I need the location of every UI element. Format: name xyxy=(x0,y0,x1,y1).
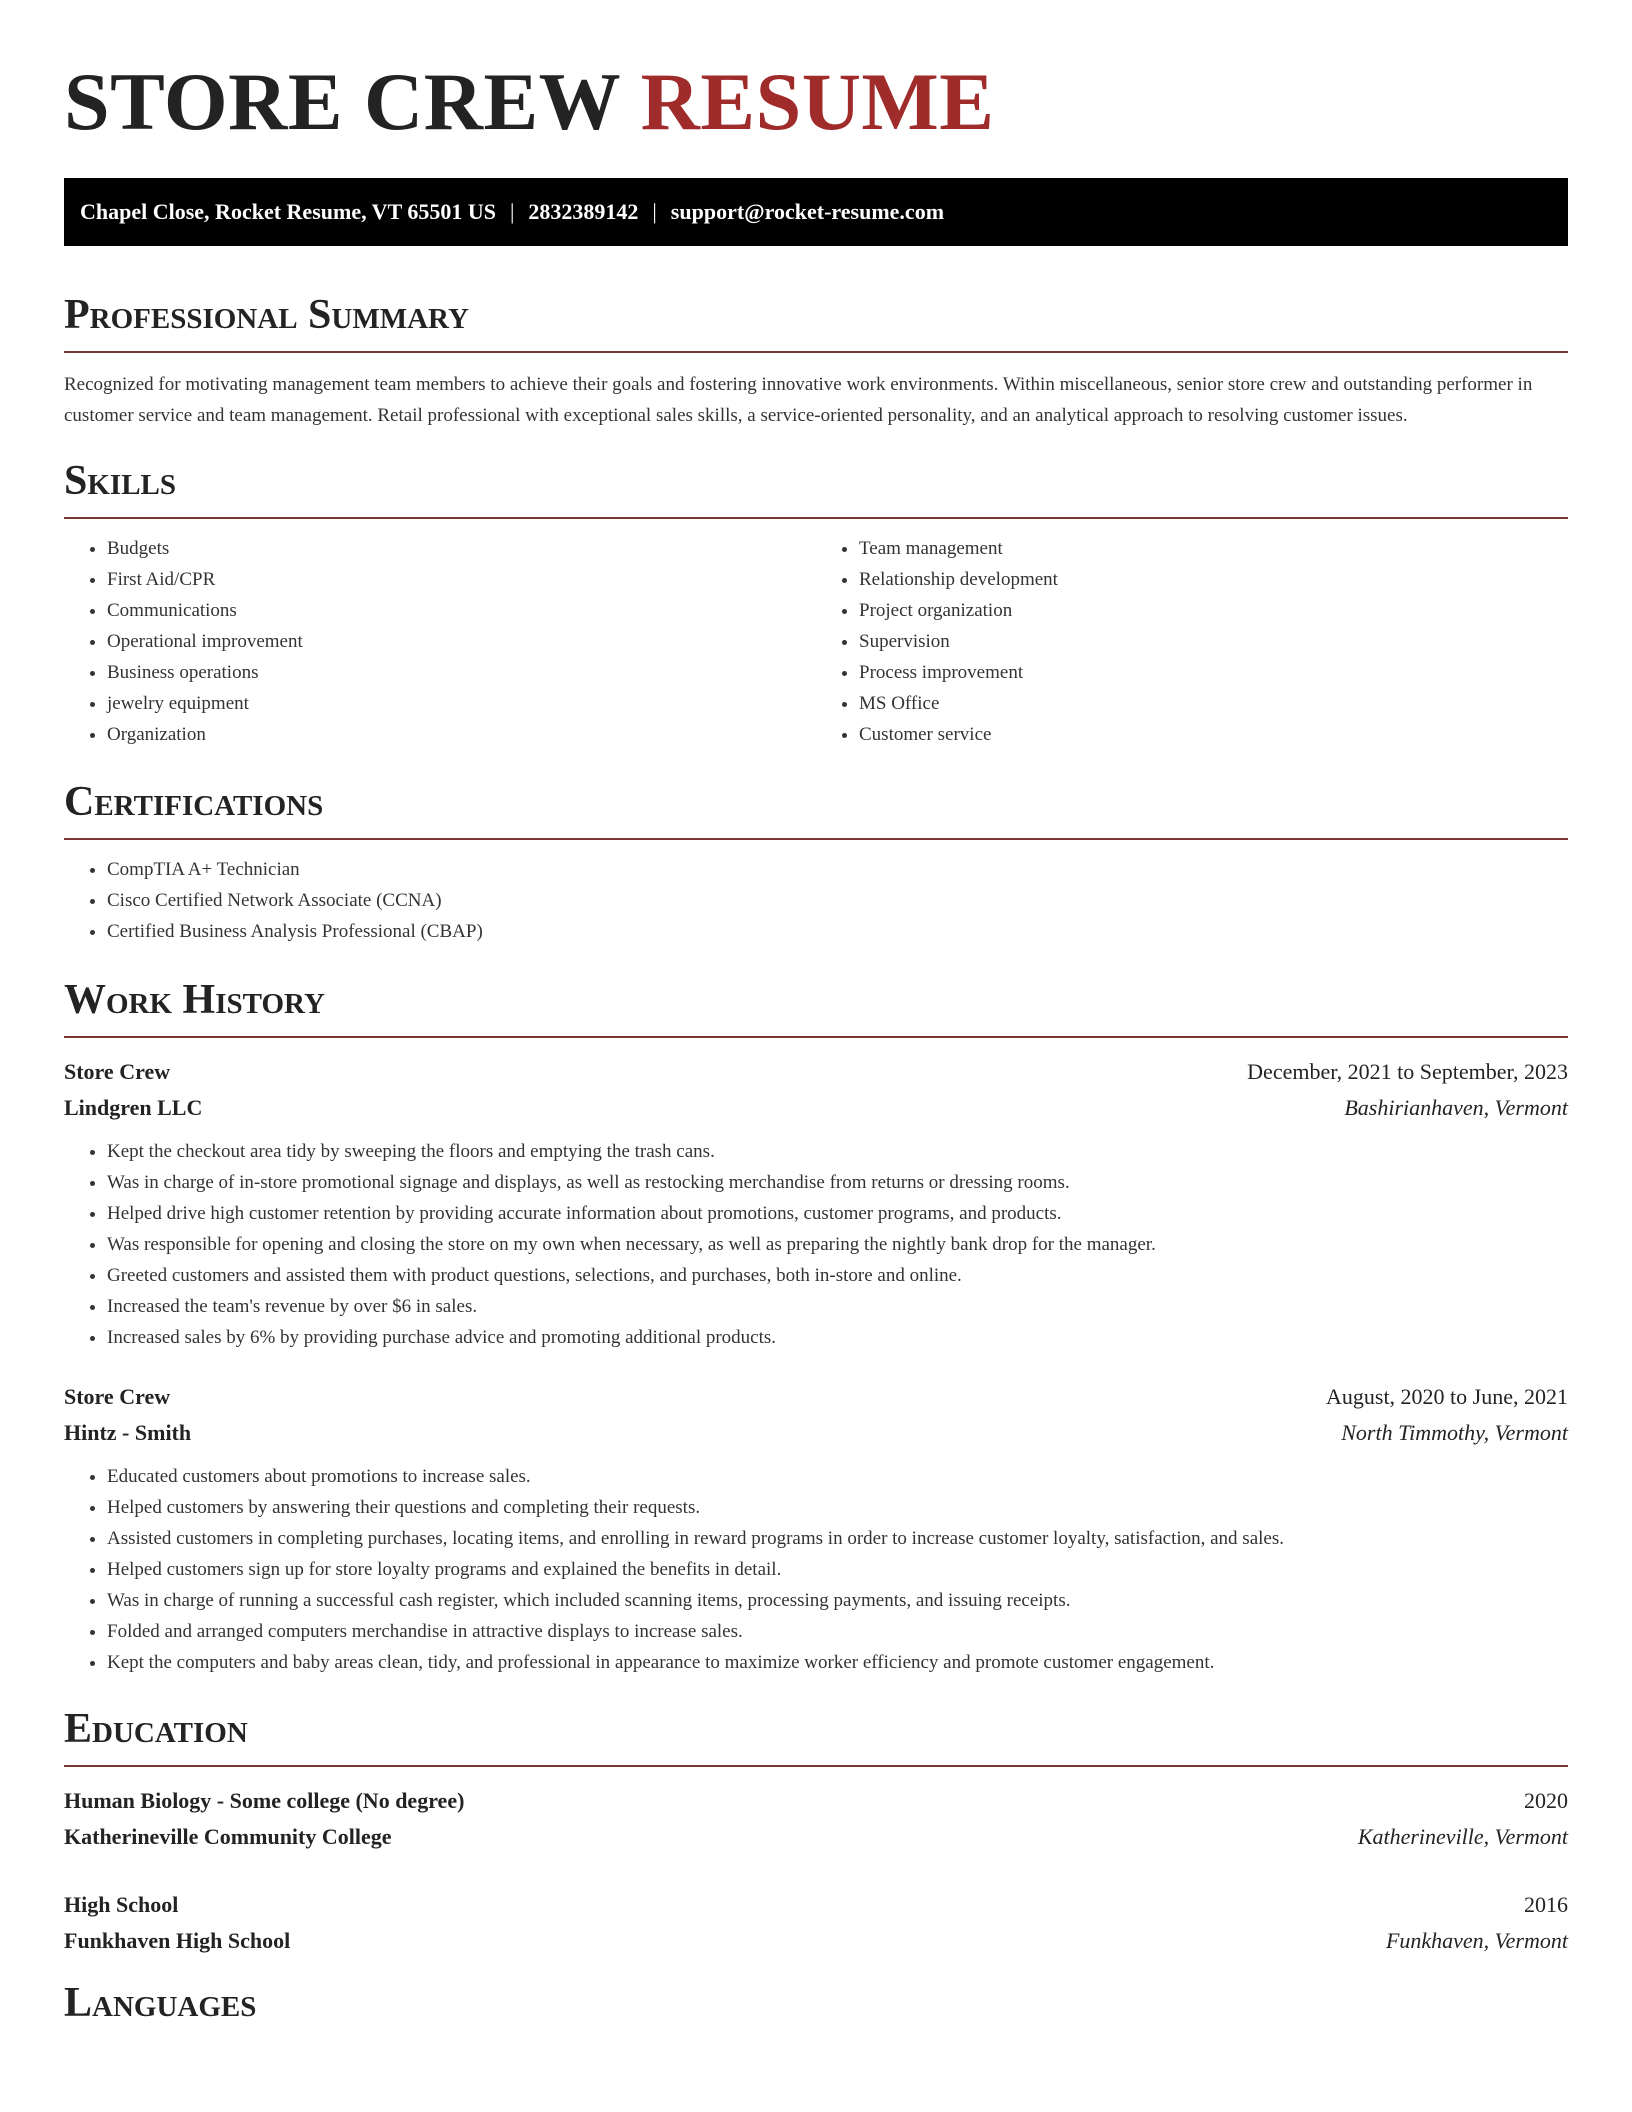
job-company-row xyxy=(64,1090,1568,1126)
education-year: 2016 xyxy=(1524,1892,1568,1917)
skill-item: • Process improvement xyxy=(859,657,1568,688)
job-bullet: • Helped customers sign up for store loyalty programs and explained the benefits in detail. xyxy=(107,1554,1568,1585)
certifications-list xyxy=(64,854,1568,947)
job-bullet: • Increased sales by 6% by providing purchase advice and promoting additional products. xyxy=(107,1322,1568,1353)
contact-bar xyxy=(64,178,1568,246)
job-bullet: • Helped customers by answering their questions and completing their requests. xyxy=(107,1492,1568,1523)
education-entry xyxy=(64,1887,1568,1959)
job-title: Store Crew xyxy=(64,1384,171,1409)
languages-section xyxy=(64,1979,1568,2039)
contact-email[interactable]: support@rocket-resume.com xyxy=(670,199,945,224)
work-history-section xyxy=(64,976,1568,1678)
skill-item: • MS Office xyxy=(859,688,1568,719)
job-location: Bashirianhaven, Vermont xyxy=(1344,1095,1568,1120)
section-heading-summary: Professional Summary xyxy=(64,291,1568,353)
skill-item: • First Aid/CPR xyxy=(107,564,816,595)
job-bullet: • Kept the computers and baby areas clean, tidy, and professional in appearance to maximize worker efficiency and promote customer engagement. xyxy=(107,1647,1568,1678)
skill-item: • Organization xyxy=(107,719,816,750)
job-bullet: • Assisted customers in completing purchases, locating items, and enrolling in reward programs in order to increase customer loyalty, satisfaction, and sales. xyxy=(107,1523,1568,1554)
section-heading-work-history: Work History xyxy=(64,976,1568,1038)
job-bullet: • Kept the checkout area tidy by sweeping the floors and emptying the trash cans. xyxy=(107,1136,1568,1167)
education-location: Katherineville, Vermont xyxy=(1357,1824,1568,1849)
job-company: Lindgren LLC xyxy=(64,1095,203,1120)
skills-grid xyxy=(64,533,1568,750)
summary-text: Recognized for motivating management team members to achieve their goals and fostering innovative work environments. Within miscellaneous, senior store crew and outstanding performer in customer service and team management. Retail professional with exceptional sales skills, a service-oriented personality, and an analytical approach to resolving customer issues. xyxy=(64,374,1533,426)
job-header-row xyxy=(64,1379,1568,1415)
education-entry xyxy=(64,1783,1568,1855)
skill-item: • Project organization xyxy=(859,595,1568,626)
education-location: Funkhaven, Vermont xyxy=(1385,1928,1568,1953)
job-bullet: • Folded and arranged computers merchandise in attractive displays to increase sales. xyxy=(107,1616,1568,1647)
section-heading-certifications: Certifications xyxy=(64,778,1568,840)
skill-item: • Team management xyxy=(859,533,1568,564)
education-degree: Human Biology - Some college (No degree) xyxy=(64,1788,465,1813)
job-title: Store Crew xyxy=(64,1059,171,1084)
title-main: STORE CREW xyxy=(64,56,620,147)
contact-phone[interactable]: 2832389142 xyxy=(528,199,639,224)
skill-item: • Budgets xyxy=(107,533,816,564)
summary-section xyxy=(64,291,1568,431)
skill-item: • Customer service xyxy=(859,719,1568,750)
section-heading-education: Education xyxy=(64,1705,1568,1767)
education-year: 2020 xyxy=(1524,1788,1568,1813)
certifications-section xyxy=(64,778,1568,947)
job-location: North Timmothy, Vermont xyxy=(1341,1420,1568,1445)
job-bullet: • Increased the team's revenue by over $6 in sales. xyxy=(107,1291,1568,1322)
certification-item: • CompTIA A+ Technician xyxy=(107,854,1568,885)
education-school: Funkhaven High School xyxy=(64,1928,291,1953)
job-company-row xyxy=(64,1415,1568,1451)
skill-item: • jewelry equipment xyxy=(107,688,816,719)
certification-item: • Cisco Certified Network Associate (CCNA) xyxy=(107,885,1568,916)
job-dates: December, 2021 to September, 2023 xyxy=(1247,1059,1568,1084)
job-bullet: • Was in charge of in-store promotional signage and displays, as well as restocking merchandise from returns or dressing rooms. xyxy=(107,1167,1568,1198)
section-heading-languages: Languages xyxy=(64,1980,257,2026)
skill-item: • Operational improvement xyxy=(107,626,816,657)
contact-separator: | xyxy=(652,199,657,224)
job-bullets xyxy=(64,1461,1568,1678)
education-header-row xyxy=(64,1783,1568,1819)
title-accent: RESUME xyxy=(640,56,995,147)
job-company: Hintz - Smith xyxy=(64,1420,192,1445)
education-school-row xyxy=(64,1923,1568,1959)
education-section xyxy=(64,1705,1568,1959)
job-entry xyxy=(64,1379,1568,1678)
job-bullet: • Educated customers about promotions to increase sales. xyxy=(107,1461,1568,1492)
job-bullet: • Greeted customers and assisted them with product questions, selections, and purchases, both in-store and online. xyxy=(107,1260,1568,1291)
skill-item: • Communications xyxy=(107,595,816,626)
contact-address: Chapel Close, Rocket Resume, VT 65501 US xyxy=(80,199,496,224)
skills-list-right xyxy=(816,533,1568,750)
job-bullet: • Was in charge of running a successful cash register, which included scanning items, processing payments, and issuing receipts. xyxy=(107,1585,1568,1616)
skill-item: • Business operations xyxy=(107,657,816,688)
job-dates: August, 2020 to June, 2021 xyxy=(1326,1384,1568,1409)
job-entry xyxy=(64,1054,1568,1353)
certification-item: • Certified Business Analysis Professional (CBAP) xyxy=(107,916,1568,947)
resume-title xyxy=(64,0,1568,146)
skills-section xyxy=(64,457,1568,750)
job-bullets xyxy=(64,1136,1568,1353)
skills-list-left xyxy=(64,533,816,750)
job-bullet: • Helped drive high customer retention by providing accurate information about promotions, customer programs, and products. xyxy=(107,1198,1568,1229)
contact-separator: | xyxy=(509,199,515,224)
education-degree: High School xyxy=(64,1892,179,1917)
skill-item: • Supervision xyxy=(859,626,1568,657)
skill-item: • Relationship development xyxy=(859,564,1568,595)
education-header-row xyxy=(64,1887,1568,1923)
job-header-row xyxy=(64,1054,1568,1090)
job-bullet: • Was responsible for opening and closing the store on my own when necessary, as well as preparing the nightly bank drop for the manager. xyxy=(107,1229,1568,1260)
education-school: Katherineville Community College xyxy=(64,1824,392,1849)
section-heading-skills: Skills xyxy=(64,457,1568,519)
education-school-row xyxy=(64,1819,1568,1855)
